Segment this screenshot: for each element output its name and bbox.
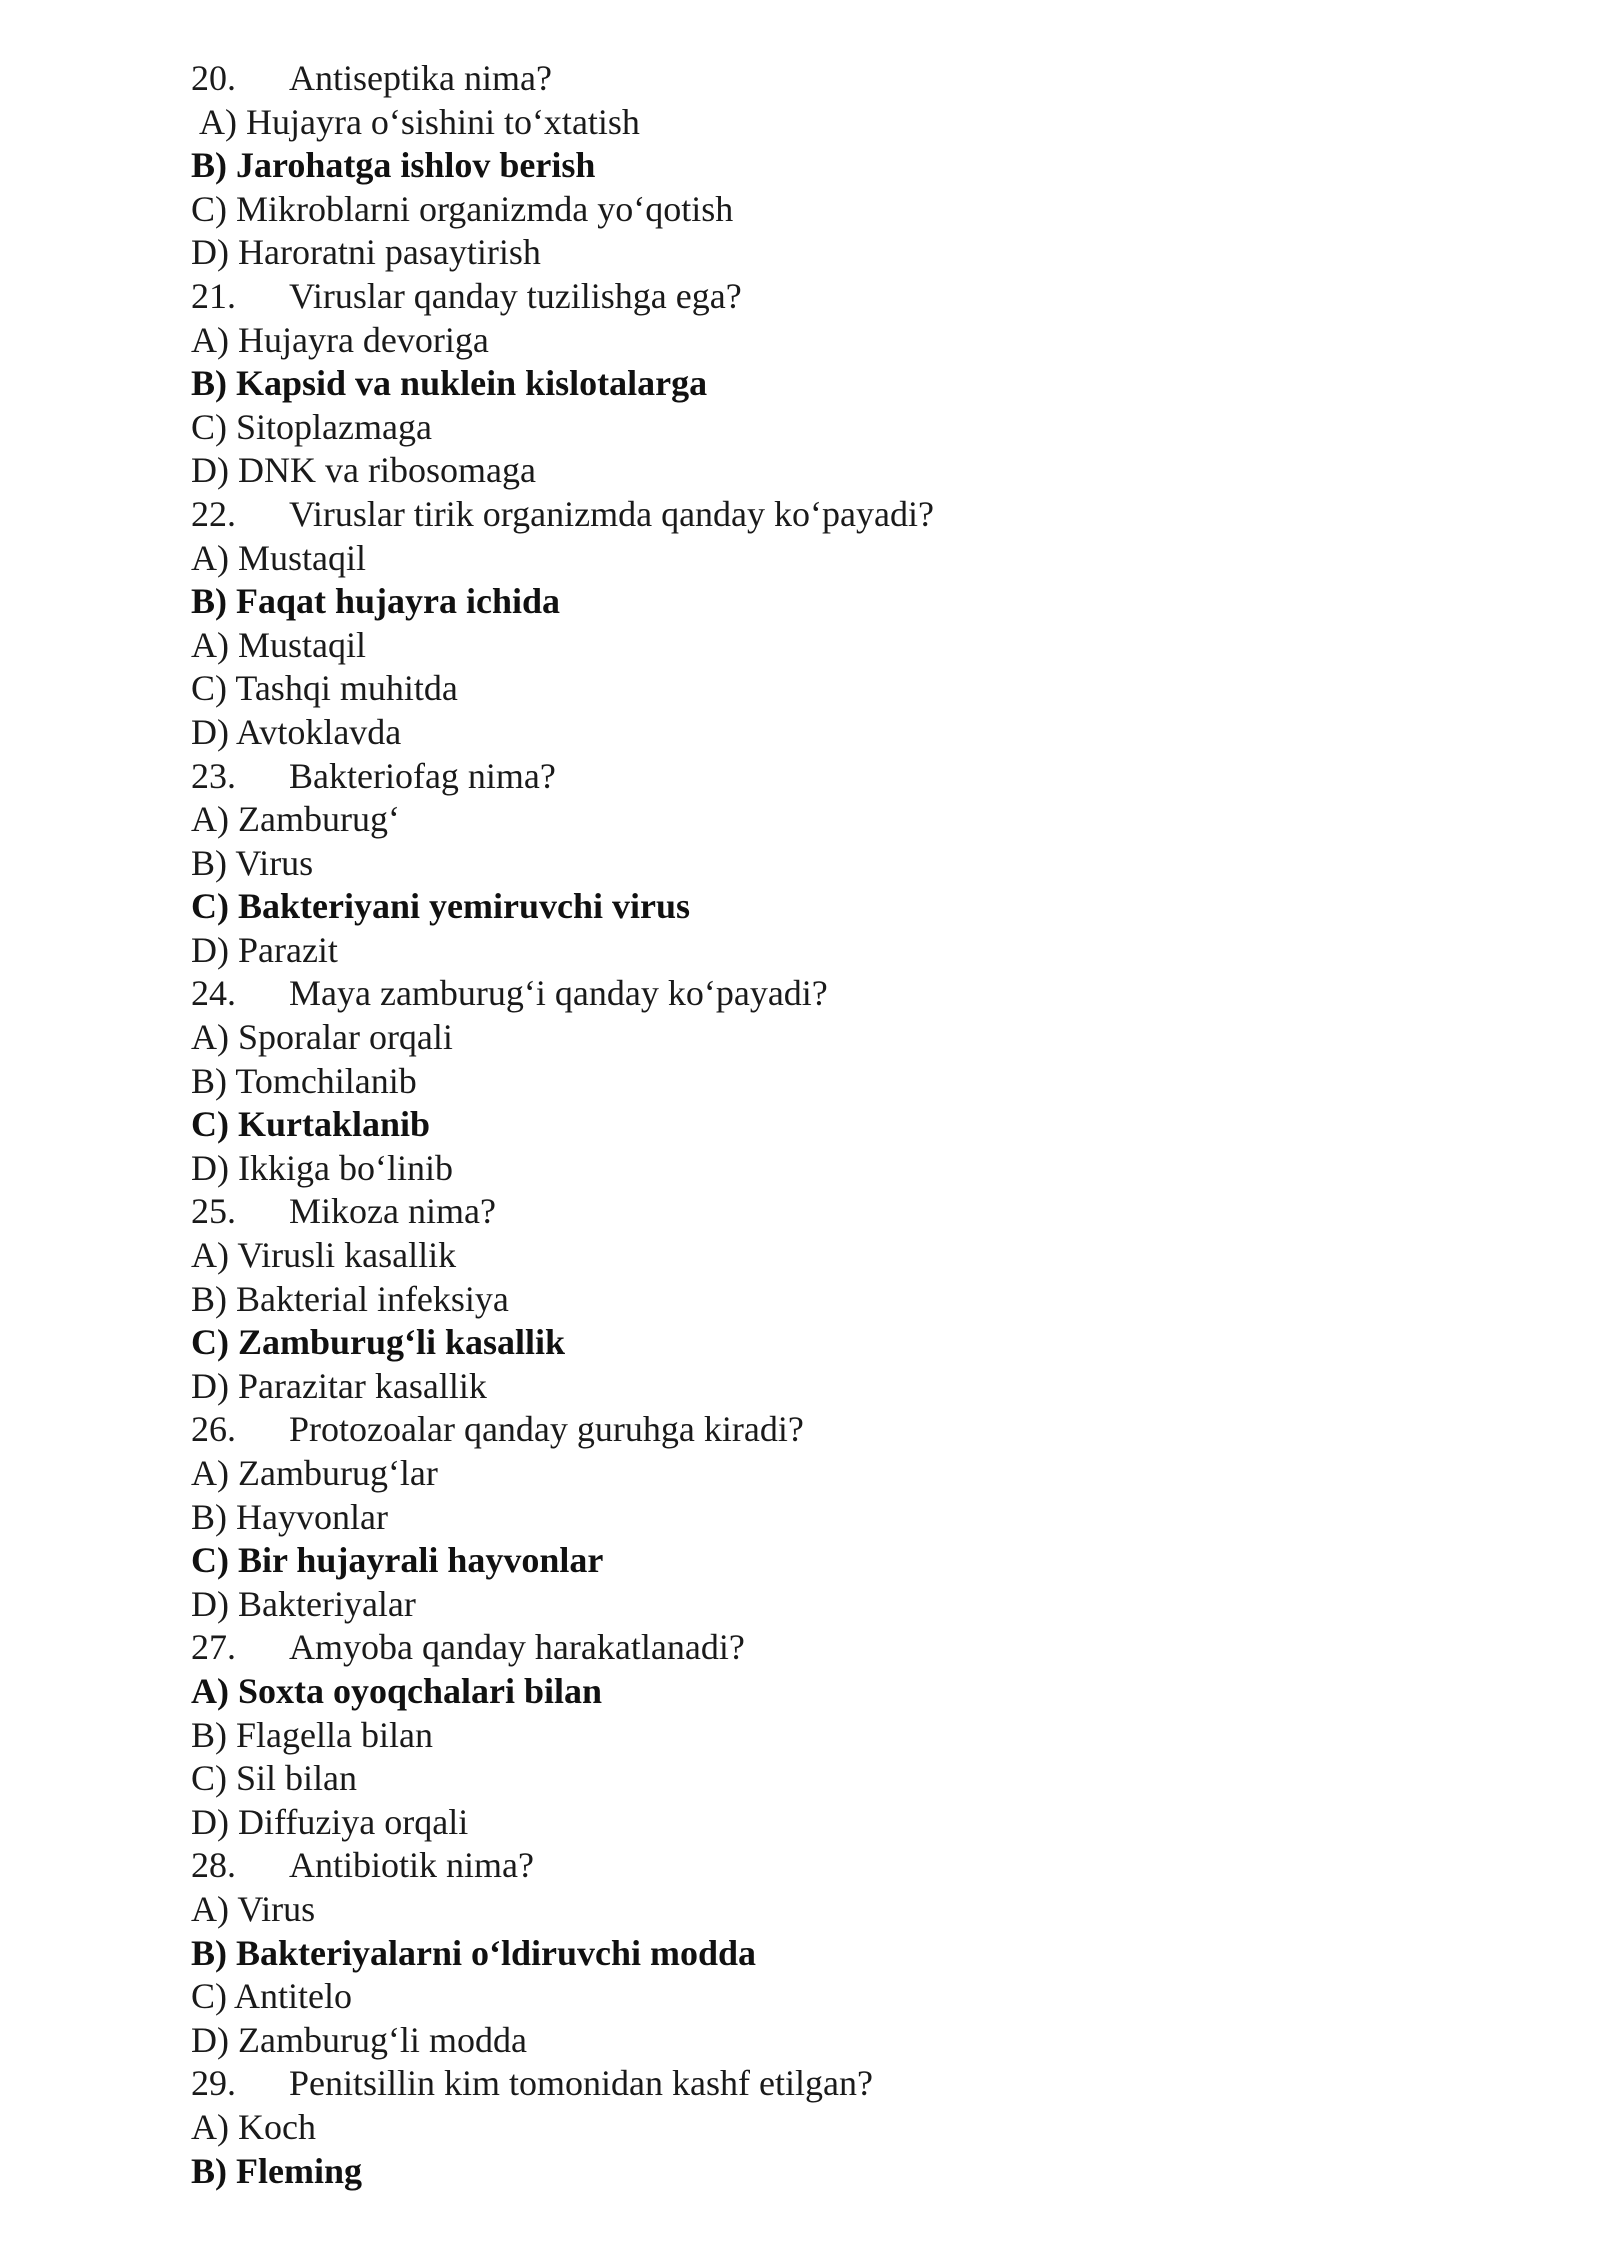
question-number: 28.: [191, 1845, 236, 1886]
question-text: Viruslar tirik organizmda qanday ko‘payadi?: [289, 493, 934, 534]
question-number: 23.: [191, 755, 236, 796]
question-heading: [191, 1844, 1491, 1888]
answer-option: C) Sil bilan: [191, 1758, 358, 1799]
answer-option: A) Sporalar orqali: [191, 1017, 453, 1058]
answer-option-correct: B) Faqat hujayra ichida: [191, 581, 561, 622]
question-heading: [191, 57, 1491, 101]
answer-option: A) Mustaqil: [191, 537, 366, 578]
question-number: 20.: [191, 58, 236, 98]
question-heading: [191, 972, 1491, 1016]
question-heading: [191, 275, 1491, 319]
question-text: Protozoalar qanday guruhga kiradi?: [289, 1409, 804, 1450]
answer-option: C) Sitoplazmaga: [191, 406, 432, 447]
answer-option: D) Zamburug‘li modda: [191, 2019, 527, 2060]
answer-option: A) Koch: [191, 2106, 316, 2147]
question-number: 25.: [191, 1191, 236, 1232]
answer-option: B) Flagella bilan: [191, 1714, 433, 1755]
question-text: Antibiotik nima?: [289, 1845, 534, 1886]
answer-option-correct: B) Jarohatga ishlov berish: [191, 145, 596, 186]
answer-option-correct: B) Kapsid va nuklein kislotalarga: [191, 363, 708, 404]
answer-option: C) Antitelo: [191, 1976, 352, 2017]
answer-option-correct: C) Bir hujayrali hayvonlar: [191, 1540, 604, 1581]
question-heading: [191, 1626, 1491, 1670]
answer-option: D) Haroratni pasaytirish: [191, 232, 541, 273]
question-heading: [191, 493, 1491, 537]
answer-option-correct: C) Kurtaklanib: [191, 1104, 431, 1145]
answer-option-correct: B) Bakteriyalarni o‘ldiruvchi modda: [191, 1932, 757, 1973]
question-text: Maya zamburug‘i qanday ko‘payadi?: [289, 973, 828, 1014]
answer-option: D) Avtoklavda: [191, 711, 402, 752]
question-heading: [191, 1190, 1491, 1234]
question-heading: [191, 2062, 1491, 2106]
answer-option: D) Parazit: [191, 929, 338, 970]
answer-option: B) Virus: [191, 842, 314, 883]
question-number: 21.: [191, 275, 236, 316]
answer-option: A) Virusli kasallik: [191, 1235, 457, 1276]
question-text: Penitsillin kim tomonidan kashf etilgan?: [289, 2063, 873, 2104]
answer-option: A) Mustaqil: [191, 624, 366, 665]
answer-option: C) Mikroblarni organizmda yo‘qotish: [191, 188, 734, 229]
answer-option: D) DNK va ribosomaga: [191, 450, 536, 491]
answer-option: B) Bakterial infeksiya: [191, 1278, 509, 1319]
answer-option: D) Bakteriyalar: [191, 1583, 416, 1624]
answer-option-correct: C) Bakteriyani yemiruvchi virus: [191, 886, 690, 927]
answer-option: B) Tomchilanib: [191, 1060, 417, 1101]
question-text: Mikoza nima?: [289, 1191, 496, 1232]
answer-option: B) Hayvonlar: [191, 1496, 388, 1537]
question-text: Bakteriofag nima?: [289, 755, 556, 796]
question-text: Amyoba qanday harakatlanadi?: [289, 1627, 745, 1668]
question-number: 22.: [191, 493, 236, 534]
answer-option: D) Diffuziya orqali: [191, 1801, 469, 1842]
answer-option: A) Hujayra o‘sishini to‘xtatish: [199, 101, 640, 142]
answer-option: A) Hujayra devoriga: [191, 319, 489, 360]
answer-option-correct: A) Soxta oyoqchalari bilan: [191, 1670, 603, 1711]
answer-option: A) Zamburug‘lar: [191, 1453, 438, 1493]
question-text: Viruslar qanday tuzilishga ega?: [289, 275, 742, 316]
question-number: 24.: [191, 973, 236, 1014]
answer-option-correct: B) Fleming: [191, 2150, 362, 2191]
question-heading: [191, 755, 1491, 799]
question-heading: [191, 1408, 1491, 1452]
question-number: 27.: [191, 1627, 236, 1668]
answer-option: A) Zamburug‘: [191, 799, 400, 840]
answer-option-correct: C) Zamburug‘li kasallik: [191, 1322, 566, 1363]
answer-option: A) Virus: [191, 1888, 316, 1929]
answer-option: D) Parazitar kasallik: [191, 1365, 487, 1406]
question-list: [191, 57, 1491, 2193]
question-number: 26.: [191, 1409, 236, 1450]
question-text: Antiseptika nima?: [289, 58, 552, 98]
answer-option: C) Tashqi muhitda: [191, 668, 458, 709]
question-number: 29.: [191, 2063, 236, 2104]
answer-option: D) Ikkiga bo‘linib: [191, 1147, 453, 1188]
